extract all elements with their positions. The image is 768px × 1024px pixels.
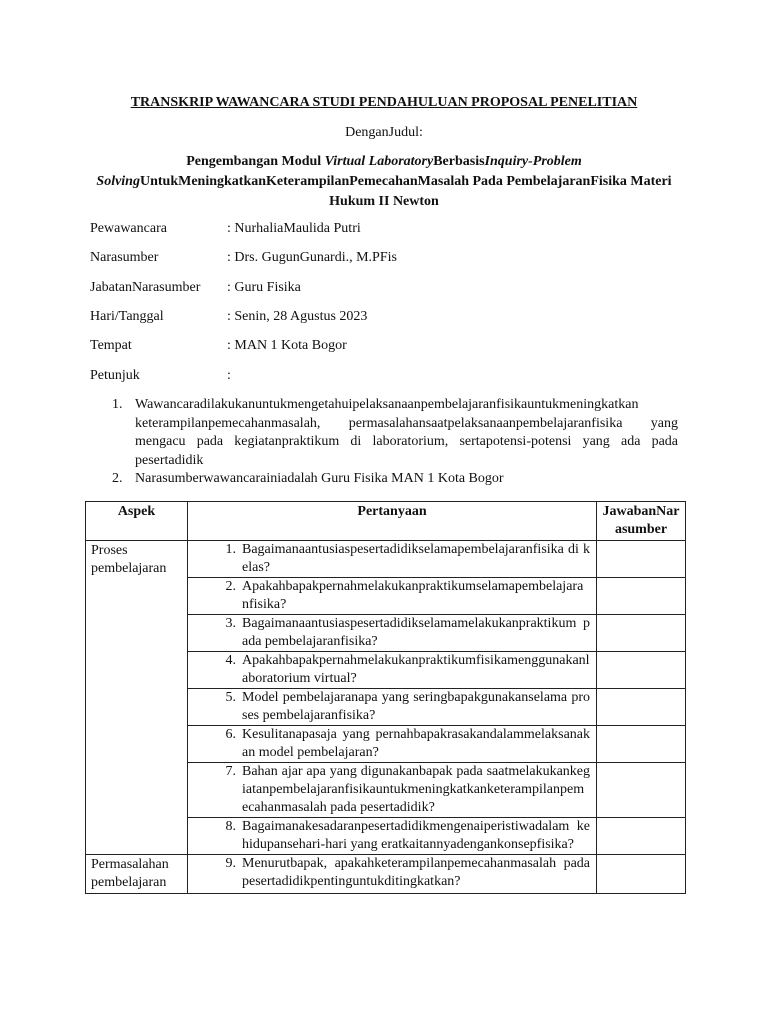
question-number: 2. bbox=[225, 579, 236, 594]
question-number: 8. bbox=[225, 819, 236, 834]
question-number: 9. bbox=[225, 856, 236, 871]
meta-value: : bbox=[227, 368, 231, 383]
research-title-part5: UntukMeningkatkanKeterampilanPemecahanMasalah Pada PembelajaranFisika Materi Hukum II Newton bbox=[139, 174, 672, 209]
instruction-text: Narasumberwawancarainiadalah Guru Fisika MAN 1 Kota Bogor bbox=[135, 471, 504, 486]
instruction-item bbox=[90, 396, 678, 470]
question-text: Kesulitanapasaja yang pernahbapakrasakandalammelaksanakan model pembelajaran? bbox=[242, 727, 590, 760]
meta-row-tanggal bbox=[90, 308, 680, 328]
question-text: Model pembelajaranapa yang seringbapakgunakanselama proses pembelajaranfisika? bbox=[242, 690, 590, 723]
answer-cell[interactable] bbox=[597, 578, 686, 615]
instruction-item bbox=[90, 470, 678, 489]
document-title: TRANSKRIP WAWANCARA STUDI PENDAHULUAN PROPOSAL PENELITIAN bbox=[130, 95, 638, 110]
instruction-list bbox=[90, 396, 678, 489]
aspect-cell: Permasalahan pembelajaran bbox=[86, 855, 188, 894]
meta-label: JabatanNarasumber bbox=[90, 280, 201, 295]
answer-cell[interactable] bbox=[597, 541, 686, 578]
instruction-number: 2. bbox=[112, 471, 123, 486]
question-cell bbox=[188, 726, 597, 763]
meta-value: : Guru Fisika bbox=[227, 280, 301, 295]
answer-cell[interactable] bbox=[597, 763, 686, 818]
meta-label: Tempat bbox=[90, 338, 132, 353]
research-title-part2: Virtual Laboratory bbox=[324, 154, 434, 169]
question-cell bbox=[188, 855, 597, 894]
question-text: Apakahbapakpernahmelakukanpraktikumfisikamenggunakanlaboratorium virtual? bbox=[242, 653, 590, 686]
table-row bbox=[86, 855, 686, 894]
answer-cell[interactable] bbox=[597, 652, 686, 689]
question-text: Bagaimanaantusiaspesertadidikselamapembelajaranfisika di kelas? bbox=[242, 542, 590, 575]
research-title-part3: Berbasis bbox=[433, 154, 485, 169]
question-cell bbox=[188, 763, 597, 818]
question-text: Apakahbapakpernahmelakukanpraktikumselamapembelajaranfisika? bbox=[242, 579, 584, 612]
meta-value: : Senin, 28 Agustus 2023 bbox=[227, 309, 368, 324]
question-number: 6. bbox=[225, 727, 236, 742]
meta-value: : NurhaliaMaulida Putri bbox=[227, 221, 361, 236]
question-number: 4. bbox=[225, 653, 236, 668]
meta-row-tempat bbox=[90, 337, 680, 357]
question-number: 1. bbox=[225, 542, 236, 557]
document-subtitle: DenganJudul: bbox=[345, 125, 423, 140]
question-text: Menurutbapak, apakahketerampilanpemecahanmasalah pada pesertadidikpentinguntukditingkatkan? bbox=[242, 856, 590, 889]
table-header-row bbox=[86, 502, 686, 541]
meta-row-jabatan bbox=[90, 279, 680, 299]
question-number: 7. bbox=[225, 764, 236, 779]
question-cell bbox=[188, 615, 597, 652]
answer-cell[interactable] bbox=[597, 855, 686, 894]
question-text: Bagaimanakesadaranpesertadidikmengenaiperistiwadalam kehidupansehari-hari yang eratkaitannyadengankonsepfisika? bbox=[242, 819, 590, 852]
meta-row-pewawancara bbox=[90, 220, 680, 240]
answer-cell[interactable] bbox=[597, 689, 686, 726]
answer-cell[interactable] bbox=[597, 726, 686, 763]
answer-cell[interactable] bbox=[597, 818, 686, 855]
meta-label: Hari/Tanggal bbox=[90, 309, 164, 324]
question-cell bbox=[188, 652, 597, 689]
question-cell bbox=[188, 689, 597, 726]
research-title bbox=[90, 152, 678, 212]
meta-label: Pewawancara bbox=[90, 221, 167, 236]
research-title-part1: Pengembangan Modul bbox=[186, 154, 325, 169]
answer-cell[interactable] bbox=[597, 615, 686, 652]
meta-value: : Drs. GugunGunardi., M.PFis bbox=[227, 250, 397, 265]
meta-label: Petunjuk bbox=[90, 368, 140, 383]
meta-row-petunjuk bbox=[90, 367, 680, 387]
meta-row-narasumber bbox=[90, 249, 680, 269]
question-number: 5. bbox=[225, 690, 236, 705]
question-text: Bahan ajar apa yang digunakanbapak pada saatmelakukankegiatanpembelajaranfisikauntukmeningkatkanketerampilanpemecahanmasalah pada pesertadidik? bbox=[242, 764, 590, 815]
question-cell bbox=[188, 541, 597, 578]
meta-label: Narasumber bbox=[90, 250, 159, 265]
meta-value: : MAN 1 Kota Bogor bbox=[227, 338, 347, 353]
question-text: Bagaimanaantusiaspesertadidikselamamelakukanpraktikum pada pembelajaranfisika? bbox=[242, 616, 590, 649]
instruction-text: Wawancaradilakukanuntukmengetahuipelaksanaanpembelajaranfisikauntukmeningkatkan keterampilanpemecahanmasalah, permasalahansaatpelaksanaanpembelajaranfisika yang mengacu pada kegiatanpraktikum di laboratorium, sertapotensi-potensi yang ada pada pesertadidik bbox=[135, 397, 678, 468]
header-jawaban: JawabanNarasumber bbox=[597, 502, 686, 541]
aspect-cell: Proses pembelajaran bbox=[86, 541, 188, 855]
header-aspek: Aspek bbox=[86, 502, 188, 541]
instruction-number: 1. bbox=[112, 397, 123, 412]
question-number: 3. bbox=[225, 616, 236, 631]
header-pertanyaan: Pertanyaan bbox=[188, 502, 597, 541]
question-cell bbox=[188, 818, 597, 855]
research-title-part4: Inquiry-Problem Solving bbox=[96, 154, 582, 189]
question-cell bbox=[188, 578, 597, 615]
interview-table bbox=[85, 501, 686, 894]
table-row bbox=[86, 541, 686, 578]
